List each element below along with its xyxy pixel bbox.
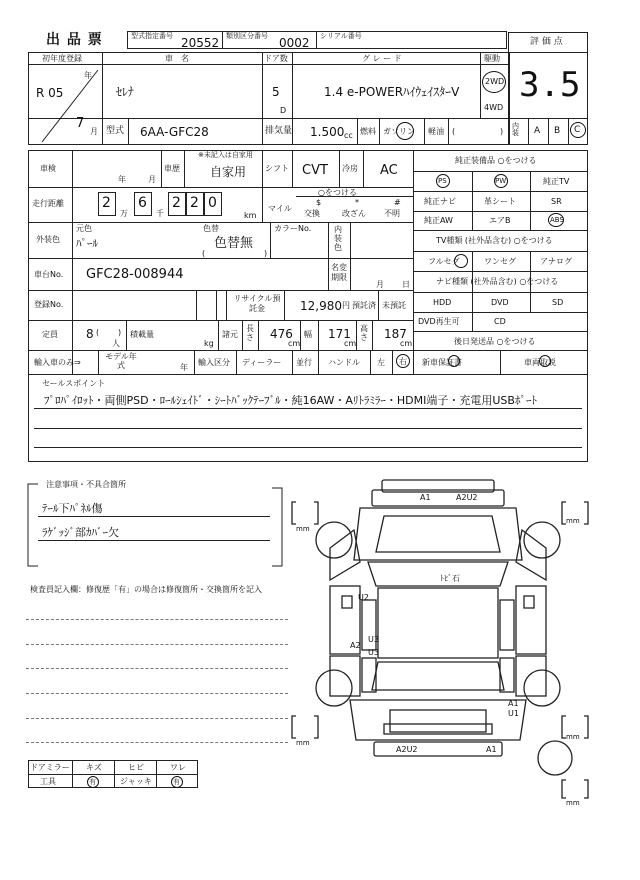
damage-mark-a2: A2 [350, 641, 361, 650]
dvd-playable: DVD再生可 [418, 317, 460, 326]
type-label: 型式 [106, 126, 125, 136]
shaken-month: 月 [148, 175, 156, 184]
tv-oneseg: ワンセグ [484, 257, 516, 266]
mileage-man: 万 [120, 209, 128, 218]
length-value: 476 [270, 327, 293, 341]
width-value: 171 [328, 327, 351, 341]
capacity-value: 8 [86, 327, 94, 341]
legend-door-mirror: ドアミラー [30, 763, 70, 772]
mileage-label: 走行距離 [32, 199, 64, 208]
tire-rl-unit: mm [296, 739, 310, 747]
exchange-symbol: $ [316, 198, 322, 207]
mileage-digit-4: 2 [190, 195, 199, 211]
drive-label: 駆動 [484, 54, 500, 63]
displacement-value: 1.500 [310, 125, 345, 139]
sales-point-text: ﾌﾟﾛﾊﾟｲﾛｯﾄ・両側PSD・ﾛｰﾙｼｪｲﾄﾞ・ｼｰﾄﾊﾞｯｸﾃｰﾌﾞﾙ・純16AW・Aﾘﾄﾗﾐﾗｰ・HDMI端子・充電用USBﾎﾟｰﾄ [44, 394, 537, 407]
car-name-label: 車 名 [165, 54, 189, 63]
tire-fr-unit: mm [566, 517, 580, 525]
tv-fullseg: フルセグ [428, 257, 460, 266]
equip-tv: 純正TV [543, 177, 570, 186]
orig-color-label: 元色 [76, 224, 92, 233]
name-change-month: 月 [376, 280, 384, 289]
first-reg-label: 初年度登録 [42, 54, 82, 63]
left-label: 左 [377, 358, 385, 367]
interior-label: 内装 [512, 122, 519, 137]
notes-line-2: ﾗｹﾞｯｼﾞ部ｶﾊﾞｰ欠 [42, 526, 119, 539]
mileage-unit: km [244, 211, 257, 220]
interior-b: B [554, 126, 561, 136]
equip-pw: PW [495, 177, 507, 185]
damage-mark-rear-a1: A1 [508, 699, 519, 708]
length-label: 長さ [246, 324, 254, 342]
load-unit: kg [204, 339, 214, 348]
parallel-label: 並行 [296, 358, 312, 367]
unknown-label: 不明 [384, 209, 400, 218]
recycle-value: 12,980 [300, 299, 342, 313]
recycle-deposited: 預託済 [352, 301, 376, 310]
tire-rr-unit: mm [566, 733, 580, 741]
notes-label: 注意事項・不具合箇所 [46, 480, 126, 489]
vehicle-manual: 車両取説 [524, 358, 556, 367]
import-type-label: 輸入区分 [198, 358, 230, 367]
damage-mark-rear-u1: U1 [508, 709, 519, 718]
color-label: 外装色 [36, 235, 60, 244]
equip-abs: ABS [550, 216, 564, 224]
mileage-digit-5: 0 [208, 195, 217, 211]
damage-mark-rear-a1b: A1 [486, 745, 497, 754]
legend-tools: 工具 [40, 777, 56, 786]
capacity-label: 定員 [42, 330, 58, 339]
exchange-label: 交換 [304, 209, 320, 218]
doors-label: ドア数 [264, 54, 288, 63]
model-designation-value: 20552 [181, 36, 220, 50]
recycle-label: リサイクル預託金 [233, 294, 281, 313]
year-unit: 年 [84, 71, 92, 80]
recycle-not: 未預託 [382, 301, 406, 310]
color-no-label: カラーNo. [274, 224, 312, 233]
serial-label: シリアル番号 [320, 32, 362, 40]
tire-spare-unit: mm [566, 799, 580, 807]
height-unit: cm [400, 339, 413, 348]
grade-label: グ レ ー ド [362, 54, 402, 63]
paint-value: 色替無 [214, 236, 254, 251]
unknown-symbol: # [394, 198, 401, 207]
width-unit: cm [344, 339, 357, 348]
category-label: 類別区分番号 [226, 32, 268, 40]
legend-jack-yes: 有 [173, 778, 180, 786]
legend-crack: ヒビ [128, 763, 144, 772]
damage-mark-chip: ﾄﾋﾞ石 [440, 574, 460, 583]
aircon-value: AC [380, 163, 398, 178]
model-designation-label: 型式指定番号 [131, 32, 173, 40]
equip-ps: PS [438, 177, 447, 185]
fuel-gasoline: ガソリン [383, 127, 415, 136]
equip-navi: 純正ナビ [424, 197, 456, 206]
damage-mark-rear-a2u2: A2U2 [396, 745, 418, 754]
mileage-digit-1: 2 [102, 195, 111, 211]
score-value: 3.5 [519, 65, 581, 105]
right-label: 右 [399, 357, 407, 366]
mile-label: マイル [268, 204, 292, 213]
form-title: 出 品 票 [46, 32, 103, 48]
category-value: 0002 [279, 36, 310, 50]
tamper-symbol: * [355, 198, 359, 207]
displacement-label: 排気量 [265, 126, 293, 136]
mileage-digit-2: 6 [138, 195, 147, 211]
cd-label: CD [494, 317, 506, 326]
interior-color-label: 内装色 [334, 225, 342, 252]
displacement-unit: cc [344, 131, 353, 140]
tv-analog: アナログ [540, 257, 572, 266]
height-value: 187 [384, 327, 407, 341]
equip-airbag: エアB [489, 216, 511, 225]
drive-2wd: 2WD [485, 77, 505, 86]
equip-sr: SR [551, 197, 562, 206]
equip-aw: 純正AW [424, 216, 453, 225]
new-car-warranty: 新車保証書 [422, 358, 462, 367]
damage-mark-front-a1: A1 [420, 493, 431, 502]
model-year-label: モデル年式 [105, 352, 137, 370]
legend-scratch: キズ [86, 763, 102, 772]
shift-value: CVT [302, 163, 328, 178]
type-value: 6AA-GFC28 [140, 125, 209, 139]
chassis-value: GFC28-008944 [86, 267, 184, 282]
equipment-title: 純正装備品 ○をつける [455, 156, 537, 165]
damage-mark-front-a2u2: A2U2 [456, 493, 478, 502]
score-header: 評 価 点 [530, 37, 563, 47]
tire-fl-unit: mm [296, 525, 310, 533]
mileage-sen: 千 [156, 209, 164, 218]
history-note: ※未記入は自家用 [198, 151, 253, 159]
history-value: 自家用 [210, 165, 247, 179]
chassis-label: 車台No. [34, 270, 64, 279]
name-change-label: 名変期限 [331, 263, 347, 282]
car-name-value: ｾﾚﾅ [116, 85, 135, 99]
tamper-label: 改ざん [342, 209, 366, 218]
load-label: 積載量 [130, 330, 154, 339]
name-change-day: 日 [402, 280, 410, 289]
damage-mark-u2: U2 [358, 593, 369, 602]
shaken-label: 車検 [40, 164, 56, 173]
height-label: 高さ [360, 324, 368, 342]
model-year-unit: 年 [180, 363, 188, 372]
drive-4wd: 4WD [484, 103, 504, 112]
later-title: 後日発送品 ○をつける [454, 337, 536, 346]
month-unit: 月 [90, 127, 98, 136]
fuel-light-oil: 軽油 [428, 127, 444, 136]
width-label: 幅 [304, 330, 312, 339]
capacity-unit: 人 [112, 339, 120, 348]
navi-sd: SD [552, 298, 564, 307]
doors-value: 5 [272, 85, 280, 99]
navi-dvd: DVD [491, 298, 509, 307]
fuel-label: 燃料 [360, 127, 376, 136]
handle-label: ハンドル [328, 358, 360, 367]
damage-mark-u3b: U3 [368, 648, 379, 657]
dealer-label: ディーラー [242, 358, 282, 367]
grade-value: 1.4 e-POWERﾊｲｳｪｲｽﾀｰV [324, 85, 460, 99]
tv-title: TV種類 (社外品含む) ○をつける [436, 236, 553, 245]
sales-point-label: セールスポイント [42, 379, 106, 388]
legend-jack: ジャッキ [120, 777, 152, 786]
odometer-circle-note: ○をつける [318, 188, 357, 197]
mileage-digit-3: 2 [172, 195, 181, 211]
reg-no-label: 登録No. [34, 300, 64, 309]
dims-label: 諸元 [222, 330, 238, 339]
interior-c: C [574, 125, 581, 135]
first-reg-era: R 05 [36, 86, 64, 100]
navi-hdd: HDD [433, 298, 452, 307]
legend-break: ワレ [170, 763, 186, 772]
doors-suffix: D [280, 106, 287, 115]
equip-leather: 革シート [484, 197, 516, 206]
history-label: 車歴 [164, 164, 180, 173]
interior-a: A [534, 126, 541, 136]
paint-label: 色替 [203, 224, 219, 233]
orig-color-value: ﾊﾟｰﾙ [76, 237, 98, 250]
first-reg-month: 7 [76, 116, 85, 131]
import-label: 輸入車のみ⇒ [34, 358, 81, 367]
inspector-label: 検査員記入欄：修復歴「有」の場合は修復箇所・交換箇所を記入 [30, 585, 262, 594]
legend-tools-yes: 有 [89, 778, 96, 786]
aircon-label: 冷房 [342, 164, 358, 173]
shift-label: シフト [265, 164, 289, 173]
length-unit: cm [288, 339, 301, 348]
notes-line-1: ﾃｰﾙ下ﾊﾟﾈﾙ傷 [42, 502, 103, 515]
recycle-unit: 円 [342, 301, 350, 310]
navi-title: ナビ種類 (社外品含む) ○をつける [436, 277, 559, 286]
shaken-year: 年 [118, 175, 126, 184]
damage-mark-u3a: U3 [368, 635, 379, 644]
